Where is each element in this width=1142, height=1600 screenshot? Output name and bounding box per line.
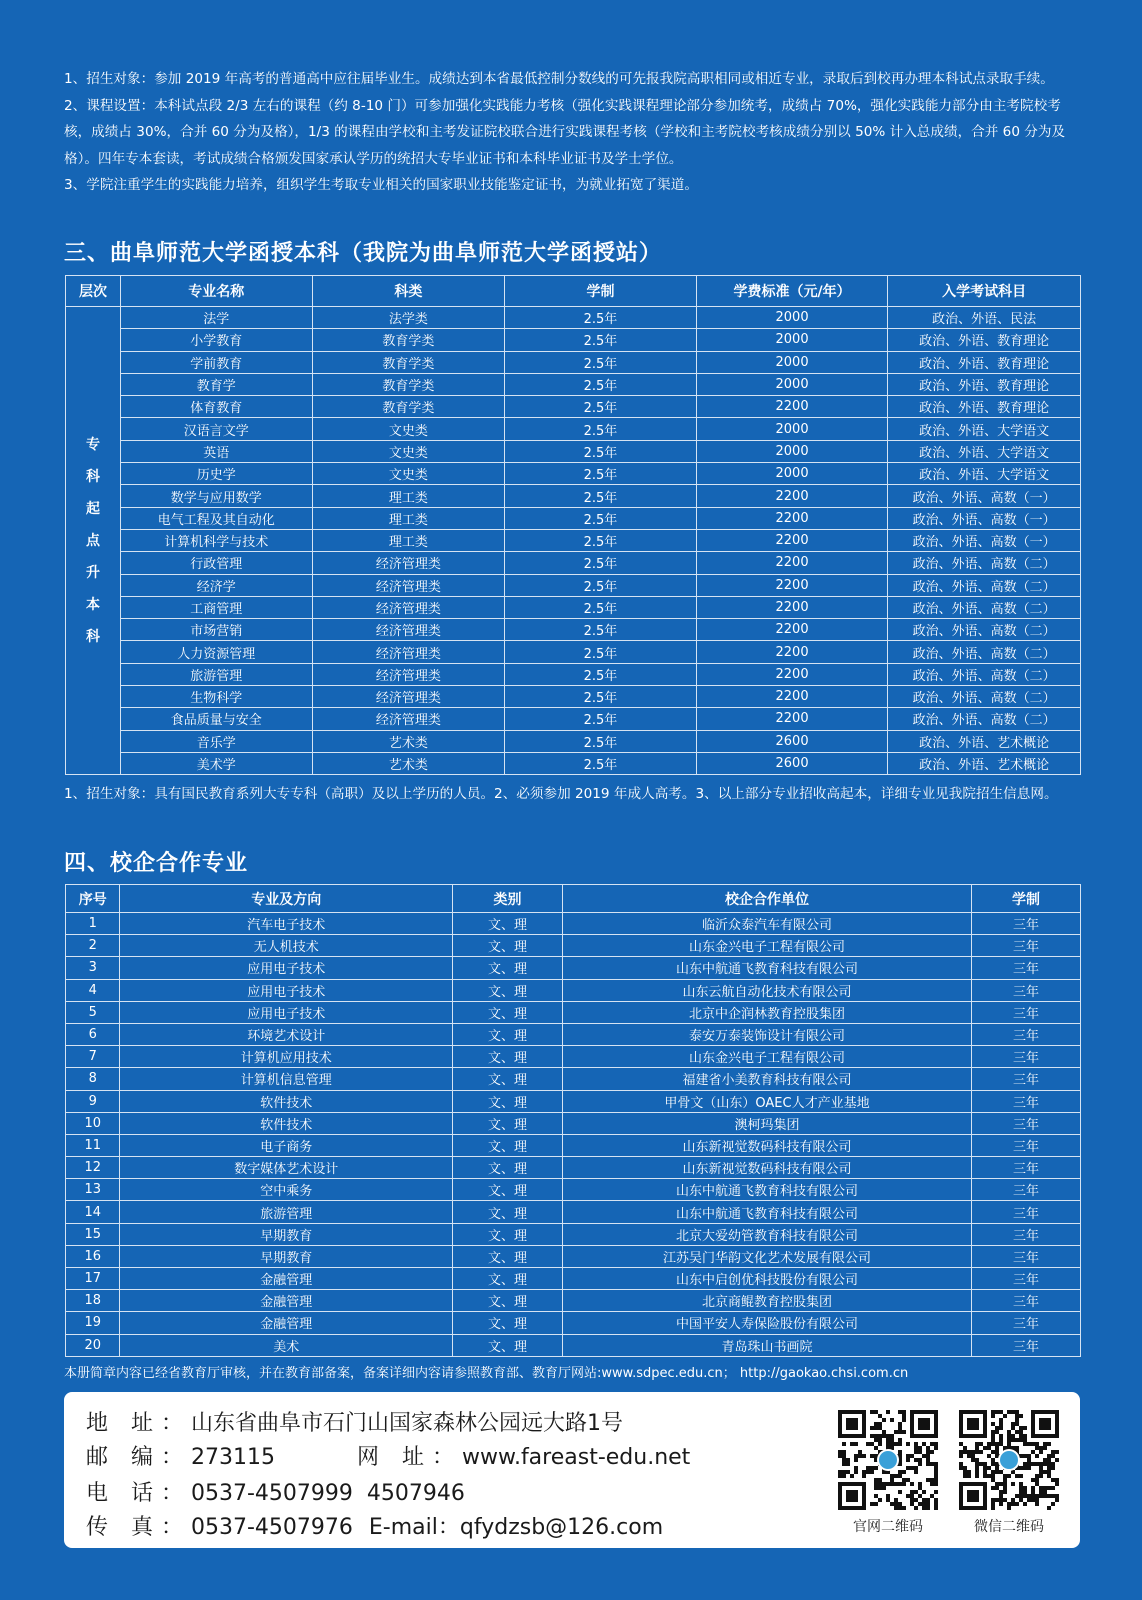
phone-label: 电 话： (86, 1481, 191, 1506)
table-row (66, 1134, 1081, 1156)
table-cell: 文、理 (453, 1223, 563, 1245)
table-cell: 三年 (972, 1245, 1081, 1267)
table-cell: 2.5年 (505, 329, 697, 351)
table-cell: 青岛珠山书画院 (562, 1334, 971, 1356)
note-paragraph: 3、学院注重学生的实践能力培养，组织学生考取专业相关的国家职业技能鉴定证书，为就业拓宽了渠道。 (64, 177, 698, 193)
school-enterprise-table (65, 884, 1081, 1357)
table-cell: 文、理 (453, 1245, 563, 1267)
correspondence-undergraduate-table (65, 275, 1081, 775)
table-cell: 临沂众泰汽车有限公司 (562, 913, 971, 935)
table-cell: 政治、外语、高数（一） (888, 507, 1081, 529)
table-cell: 三年 (972, 1334, 1081, 1356)
table-cell: 教育学类 (312, 373, 505, 395)
table-row (66, 1245, 1081, 1267)
table-cell: 小学教育 (121, 329, 313, 351)
table-cell: 江苏吴门华韵文化艺术发展有限公司 (562, 1245, 971, 1267)
table-cell: 2200 (696, 529, 888, 551)
table-cell: 应用电子技术 (120, 979, 453, 1001)
table-cell: 政治、外语、高数（二） (888, 574, 1081, 596)
table-cell: 政治、外语、高数（二） (888, 596, 1081, 618)
table-cell: 北京商鲲教育控股集团 (562, 1290, 971, 1312)
table-cell: 2000 (696, 329, 888, 351)
table-cell: 8 (66, 1068, 120, 1090)
table-row (66, 1090, 1081, 1112)
address-label: 地 址： (86, 1411, 191, 1436)
table-cell: 2200 (696, 686, 888, 708)
table-cell: 2.5年 (505, 619, 697, 641)
table-row (66, 663, 1081, 685)
table-cell: 美术 (120, 1334, 453, 1356)
table-cell: 数字媒体艺术设计 (120, 1157, 453, 1179)
table-cell: 学前教育 (121, 351, 313, 373)
table-cell: 2.5年 (505, 596, 697, 618)
table-cell: 艺术类 (312, 752, 505, 774)
table-cell: 计算机科学与技术 (121, 529, 313, 551)
table-cell: 政治、外语、教育理论 (888, 396, 1081, 418)
address-value: 山东省曲阜市石门山国家森林公园远大路1号 (191, 1411, 623, 1436)
table-cell: 金融管理 (120, 1290, 453, 1312)
table-cell: 软件技术 (120, 1090, 453, 1112)
table-cell: 艺术类 (312, 730, 505, 752)
table-cell: 7 (66, 1046, 120, 1068)
level-cell (66, 307, 121, 775)
fax-line (86, 1510, 663, 1541)
fax-label: 传 真： (86, 1515, 191, 1540)
table-cell: 2.5年 (505, 686, 697, 708)
table-row (66, 1290, 1081, 1312)
table-cell: 文、理 (453, 1112, 563, 1134)
table-row (66, 1223, 1081, 1245)
table-row (66, 1268, 1081, 1290)
table-cell: 教育学类 (312, 396, 505, 418)
table-cell: 山东中航通飞教育科技有限公司 (562, 957, 971, 979)
table-cell: 三年 (972, 979, 1081, 1001)
table-row (66, 913, 1081, 935)
table-cell: 11 (66, 1134, 120, 1156)
table-cell: 2200 (696, 663, 888, 685)
table-cell: 文史类 (312, 418, 505, 440)
table-cell: 文、理 (453, 957, 563, 979)
email-label: E-mail： (368, 1515, 460, 1540)
note-paragraph: 2、课程设置：本科试点段 2/3 左右的课程（约 8-10 门）可参加强化实践能力考核（强化实践课程理论部分参加统考，成绩占 70%，强化实践能力部分由主考院校考核，成绩占 30%，合并 60 分为及格），1/3 的课程由学校和主考发证院校联合进行实践课程考核（学校和主考院校考核成绩分别以 50% 计入总成绩，合并 60 分为及格）。四年专本套读，考试成绩合格颁发国家承认学历的统招大专毕业证书和本科毕业证书及学士学位。 (64, 97, 1066, 167)
table-cell: 文、理 (453, 979, 563, 1001)
table-row (66, 1001, 1081, 1023)
table-cell: 15 (66, 1223, 120, 1245)
table-row (66, 1068, 1081, 1090)
footnote: 本册简章内容已经省教育厅审核，并在教育部备案，备案详细内容请参照教育部、教育厅网站:www.sdpec.edu.cn； http://gaokao.chsi.com.cn (64, 1366, 909, 1381)
table-cell: 早期教育 (120, 1223, 453, 1245)
table-row (66, 1046, 1081, 1068)
table-cell: 政治、外语、高数（二） (888, 641, 1081, 663)
table-cell: 16 (66, 1245, 120, 1267)
table-cell: 文史类 (312, 440, 505, 462)
table-cell: 文、理 (453, 935, 563, 957)
contact-panel (64, 1392, 1080, 1548)
table-cell: 经济管理类 (312, 596, 505, 618)
table-cell: 2.5年 (505, 485, 697, 507)
table-cell: 2.5年 (505, 396, 697, 418)
website-label: 网 址： (356, 1445, 462, 1470)
table-cell: 无人机技术 (120, 935, 453, 957)
table-cell: 2.5年 (505, 708, 697, 730)
table-row (66, 619, 1081, 641)
table-cell: 市场营销 (121, 619, 313, 641)
table-cell: 2.5年 (505, 663, 697, 685)
table-cell: 三年 (972, 1268, 1081, 1290)
table-cell: 三年 (972, 935, 1081, 957)
table-cell: 文、理 (453, 1179, 563, 1201)
table-cell: 经济管理类 (312, 552, 505, 574)
section-3-title: 三、曲阜师范大学函授本科（我院为曲阜师范大学函授站） (64, 241, 663, 266)
table-cell: 旅游管理 (121, 663, 313, 685)
table-cell: 12 (66, 1157, 120, 1179)
table-row (66, 1023, 1081, 1045)
table-cell: 2200 (696, 396, 888, 418)
table-cell: 政治、外语、民法 (888, 307, 1081, 329)
table-row (66, 708, 1081, 730)
table-cell: 2200 (696, 507, 888, 529)
table-cell: 计算机信息管理 (120, 1068, 453, 1090)
table-cell: 生物科学 (121, 686, 313, 708)
column-header: 学制 (505, 276, 697, 307)
table-cell: 文、理 (453, 1334, 563, 1356)
table-cell: 政治、外语、高数（二） (888, 619, 1081, 641)
table-cell: 人力资源管理 (121, 641, 313, 663)
table-header-row (66, 276, 1081, 307)
section-4-title: 四、校企合作专业 (64, 851, 249, 876)
table-cell: 三年 (972, 1201, 1081, 1223)
table-cell: 经济管理类 (312, 619, 505, 641)
table-cell: 三年 (972, 1312, 1081, 1334)
column-header: 专业名称 (121, 276, 313, 307)
table-cell: 政治、外语、教育理论 (888, 373, 1081, 395)
table-cell: 北京中企润林教育控股集团 (562, 1001, 971, 1023)
table-cell: 19 (66, 1312, 120, 1334)
table-cell: 2.5年 (505, 507, 697, 529)
table-cell: 三年 (972, 1112, 1081, 1134)
table-cell: 经济管理类 (312, 686, 505, 708)
table-cell: 电子商务 (120, 1134, 453, 1156)
table-cell: 10 (66, 1112, 120, 1134)
table-cell: 三年 (972, 1046, 1081, 1068)
table-cell: 2.5年 (505, 752, 697, 774)
table-cell: 金融管理 (120, 1268, 453, 1290)
table-cell: 计算机应用技术 (120, 1046, 453, 1068)
table-cell: 政治、外语、艺术概论 (888, 730, 1081, 752)
phone-value: 0537-4507999 4507946 (191, 1481, 465, 1506)
table-row (66, 396, 1081, 418)
table-cell: 英语 (121, 440, 313, 462)
table-cell: 三年 (972, 957, 1081, 979)
table-cell: 三年 (972, 1090, 1081, 1112)
enrollment-notes-top (64, 66, 1084, 199)
table-cell: 文、理 (453, 1001, 563, 1023)
table-cell: 法学 (121, 307, 313, 329)
table-cell: 三年 (972, 1290, 1081, 1312)
table-cell: 2000 (696, 351, 888, 373)
table-cell: 软件技术 (120, 1112, 453, 1134)
table-row (66, 1179, 1081, 1201)
table-cell: 2200 (696, 552, 888, 574)
table-cell: 2000 (696, 463, 888, 485)
table-header-row (66, 885, 1081, 913)
table-cell: 澳柯玛集团 (562, 1112, 971, 1134)
enrollment-notes-mid: 1、招生对象：具有国民教育系列大专专科（高职）及以上学历的人员。2、必须参加 2019 年成人高考。3、以上部分专业招收高起本，详细专业见我院招生信息网。 (64, 786, 1058, 802)
table-cell: 政治、外语、教育理论 (888, 329, 1081, 351)
table-cell: 2.5年 (505, 373, 697, 395)
table-cell: 9 (66, 1090, 120, 1112)
table-cell: 行政管理 (121, 552, 313, 574)
table-cell: 6 (66, 1023, 120, 1045)
table-cell: 三年 (972, 1179, 1081, 1201)
table-cell: 2.5年 (505, 730, 697, 752)
table-cell: 5 (66, 1001, 120, 1023)
table-cell: 体育教育 (121, 396, 313, 418)
table-row (66, 752, 1081, 774)
table-cell: 美术学 (121, 752, 313, 774)
table-cell: 文、理 (453, 1268, 563, 1290)
table-cell: 文、理 (453, 1157, 563, 1179)
table-cell: 经济管理类 (312, 574, 505, 596)
table-cell: 2.5年 (505, 529, 697, 551)
table-cell: 政治、外语、高数（一） (888, 529, 1081, 551)
table-cell: 空中乘务 (120, 1179, 453, 1201)
table-cell: 2.5年 (505, 351, 697, 373)
table-row (66, 351, 1081, 373)
table-cell: 福建省小美教育科技有限公司 (562, 1068, 971, 1090)
table-cell: 山东新视觉数码科技有限公司 (562, 1134, 971, 1156)
table-cell: 文、理 (453, 1312, 563, 1334)
table-cell: 政治、外语、大学语文 (888, 418, 1081, 440)
table-row (66, 574, 1081, 596)
table-cell: 文史类 (312, 463, 505, 485)
table-cell: 2200 (696, 708, 888, 730)
table-cell: 食品质量与安全 (121, 708, 313, 730)
table-cell: 文、理 (453, 1046, 563, 1068)
table-cell: 金融管理 (120, 1312, 453, 1334)
table-cell: 经济学 (121, 574, 313, 596)
table-cell: 2.5年 (505, 641, 697, 663)
table-cell: 2.5年 (505, 418, 697, 440)
table-row (66, 463, 1081, 485)
table-cell: 山东新视觉数码科技有限公司 (562, 1157, 971, 1179)
table-cell: 3 (66, 957, 120, 979)
table-cell: 政治、外语、大学语文 (888, 440, 1081, 462)
table-cell: 工商管理 (121, 596, 313, 618)
table-cell: 2.5年 (505, 574, 697, 596)
table-cell: 三年 (972, 1023, 1081, 1045)
table-cell: 泰安万泰装饰设计有限公司 (562, 1023, 971, 1045)
wechat-qr-code (959, 1410, 1059, 1510)
table-cell: 政治、外语、高数（二） (888, 686, 1081, 708)
table-cell: 2000 (696, 440, 888, 462)
table-cell: 2200 (696, 641, 888, 663)
wechat-qr-label: 微信二维码 (974, 1519, 1044, 1535)
column-header: 入学考试科目 (888, 276, 1081, 307)
table-row (66, 440, 1081, 462)
table-cell: 政治、外语、艺术概论 (888, 752, 1081, 774)
table-row (66, 529, 1081, 551)
table-row (66, 1334, 1081, 1356)
table-cell: 三年 (972, 1223, 1081, 1245)
table-cell: 汽车电子技术 (120, 913, 453, 935)
table-cell: 山东金兴电子工程有限公司 (562, 935, 971, 957)
table-row (66, 1112, 1081, 1134)
table-cell: 山东金兴电子工程有限公司 (562, 1046, 971, 1068)
table-cell: 2000 (696, 373, 888, 395)
table-row (66, 307, 1081, 329)
table-cell: 政治、外语、高数（二） (888, 708, 1081, 730)
table-cell: 应用电子技术 (120, 1001, 453, 1023)
table-cell: 文、理 (453, 1134, 563, 1156)
table-cell: 法学类 (312, 307, 505, 329)
table-row (66, 979, 1081, 1001)
table-cell: 教育学类 (312, 329, 505, 351)
table-cell: 2200 (696, 619, 888, 641)
table-cell: 2600 (696, 752, 888, 774)
table-cell: 2.5年 (505, 552, 697, 574)
table-cell: 文、理 (453, 913, 563, 935)
column-header: 学制 (972, 885, 1081, 913)
column-header: 专业及方向 (120, 885, 453, 913)
fax-value: 0537-4507976 (191, 1515, 353, 1540)
table-row (66, 373, 1081, 395)
table-cell: 山东中航通飞教育科技有限公司 (562, 1179, 971, 1201)
table-cell: 20 (66, 1334, 120, 1356)
table-cell: 18 (66, 1290, 120, 1312)
table-cell: 2200 (696, 596, 888, 618)
table-cell: 2200 (696, 485, 888, 507)
table-cell: 经济管理类 (312, 641, 505, 663)
table-cell: 山东中航通飞教育科技有限公司 (562, 1201, 971, 1223)
table-cell: 2 (66, 935, 120, 957)
table-row (66, 957, 1081, 979)
zip-label: 邮 编： (86, 1445, 191, 1470)
column-header: 类别 (453, 885, 563, 913)
level-label: 专科起点升本科 (86, 436, 100, 645)
table-row (66, 329, 1081, 351)
table-cell: 中国平安人寿保险股份有限公司 (562, 1312, 971, 1334)
table-cell: 2.5年 (505, 463, 697, 485)
email-link[interactable]: qfydzsb@126.com (459, 1515, 664, 1540)
table-cell: 14 (66, 1201, 120, 1223)
table-cell: 旅游管理 (120, 1201, 453, 1223)
table-cell: 1 (66, 913, 120, 935)
column-header: 科类 (312, 276, 505, 307)
table-row (66, 1157, 1081, 1179)
table-cell: 三年 (972, 1068, 1081, 1090)
table-row (66, 935, 1081, 957)
table-cell: 2000 (696, 307, 888, 329)
official-site-qr-code (838, 1410, 938, 1510)
table-cell: 理工类 (312, 507, 505, 529)
table-cell: 经济管理类 (312, 708, 505, 730)
table-cell: 文、理 (453, 1290, 563, 1312)
note-paragraph: 1、招生对象：参加 2019 年高考的普通高中应往届毕业生。成绩达到本省最低控制分数线的可先报我院高职相同或相近专业，录取后到校再办理本科试点录取手续。 (64, 71, 1054, 87)
column-header: 校企合作单位 (562, 885, 971, 913)
address-line (86, 1406, 623, 1437)
zip-line (86, 1440, 690, 1471)
table-cell: 音乐学 (121, 730, 313, 752)
table-row (66, 485, 1081, 507)
table-cell: 环境艺术设计 (120, 1023, 453, 1045)
table-cell: 2.5年 (505, 440, 697, 462)
column-header: 序号 (66, 885, 120, 913)
table-cell: 文、理 (453, 1068, 563, 1090)
website-link[interactable]: www.fareast-edu.net (461, 1445, 691, 1470)
table-cell: 应用电子技术 (120, 957, 453, 979)
table-cell: 电气工程及其自动化 (121, 507, 313, 529)
table-cell: 北京大爱幼管教育科技有限公司 (562, 1223, 971, 1245)
table-cell: 数学与应用数学 (121, 485, 313, 507)
table-cell: 经济管理类 (312, 663, 505, 685)
table-cell: 政治、外语、大学语文 (888, 463, 1081, 485)
table-cell: 2600 (696, 730, 888, 752)
table-cell: 政治、外语、高数（二） (888, 552, 1081, 574)
table-row (66, 1201, 1081, 1223)
phone-line (86, 1476, 465, 1507)
table-cell: 三年 (972, 1157, 1081, 1179)
table-cell: 三年 (972, 913, 1081, 935)
official-qr-label: 官网二维码 (853, 1519, 923, 1535)
table-cell: 文、理 (453, 1201, 563, 1223)
table-cell: 教育学类 (312, 351, 505, 373)
table-row (66, 1312, 1081, 1334)
zip-value: 273115 (191, 1445, 275, 1470)
table-row (66, 730, 1081, 752)
table-cell: 三年 (972, 1001, 1081, 1023)
table-cell: 文、理 (453, 1023, 563, 1045)
table-cell: 政治、外语、教育理论 (888, 351, 1081, 373)
table-cell: 历史学 (121, 463, 313, 485)
table-cell: 早期教育 (120, 1245, 453, 1267)
table-cell: 山东云航自动化技术有限公司 (562, 979, 971, 1001)
table-row (66, 507, 1081, 529)
table-row (66, 686, 1081, 708)
table-row (66, 596, 1081, 618)
table-cell: 三年 (972, 1134, 1081, 1156)
table-cell: 教育学 (121, 373, 313, 395)
table-cell: 2.5年 (505, 307, 697, 329)
table-row (66, 552, 1081, 574)
column-header: 层次 (66, 276, 121, 307)
table-cell: 2000 (696, 418, 888, 440)
table-cell: 政治、外语、高数（二） (888, 663, 1081, 685)
column-header: 学费标准（元/年） (696, 276, 888, 307)
table-cell: 文、理 (453, 1090, 563, 1112)
table-cell: 13 (66, 1179, 120, 1201)
table-cell: 汉语言文学 (121, 418, 313, 440)
table-cell: 理工类 (312, 529, 505, 551)
table-cell: 4 (66, 979, 120, 1001)
table-row (66, 641, 1081, 663)
table-cell: 山东中启创优科技股份有限公司 (562, 1268, 971, 1290)
table-cell: 甲骨文（山东）OAEC人才产业基地 (562, 1090, 971, 1112)
table-cell: 17 (66, 1268, 120, 1290)
table-cell: 理工类 (312, 485, 505, 507)
table-cell: 政治、外语、高数（一） (888, 485, 1081, 507)
table-row (66, 418, 1081, 440)
table-cell: 2200 (696, 574, 888, 596)
